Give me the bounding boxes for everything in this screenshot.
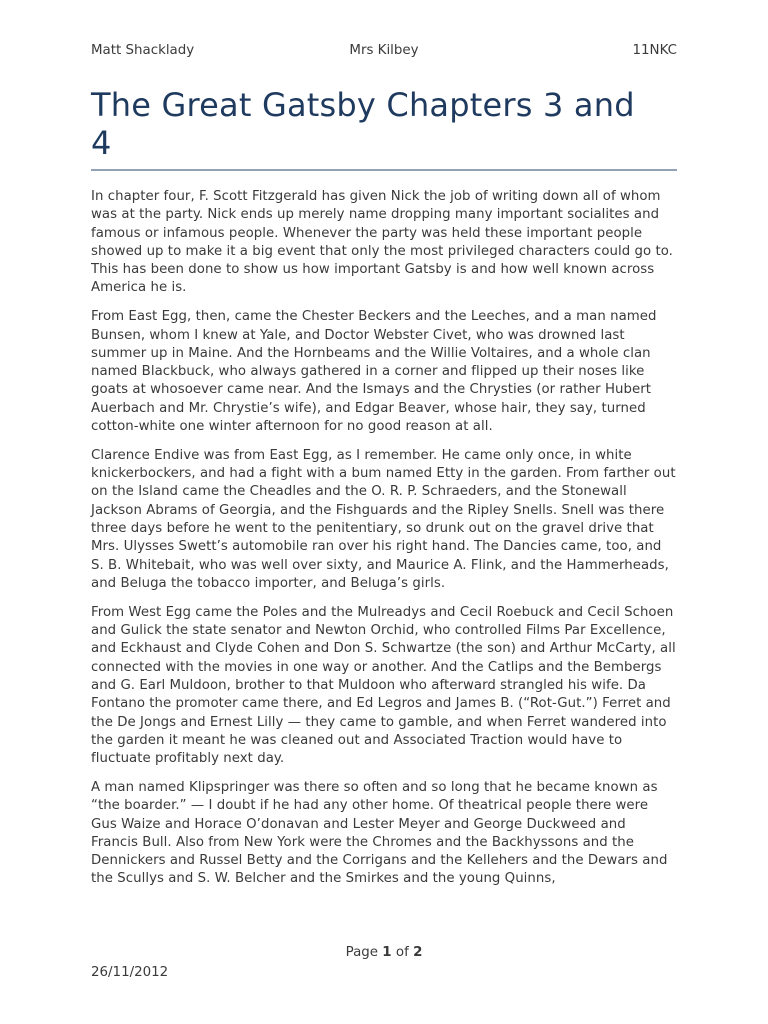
footer-date: 26/11/2012 [91,965,169,980]
of-word: of [395,945,409,960]
body-paragraph: A man named Klipspringer was there so often and so long that he became known as “the boarder.” — I doubt if he had any other home. Of theatrical people there were Gus Waize and Horace O’donavan and Lester Meyer and George Duckweed and Francis Bull. Also from New York were the Chromes and the Backhyssons and the Dennickers and Russel Betty and the Corrigans and the Kellehers and the Dewars and the Scullys and S. W. Belcher and the Smirkes and the young Quinns, [91,779,668,887]
page-word: Page [345,945,379,960]
header-author: Matt Shacklady [91,43,195,58]
title-block-with-underline [91,86,677,171]
body-paragraph: From East Egg, then, came the Chester Beckers and the Leeches, and a man named Bunsen, whom I knew at Yale, and Doctor Webster Civet, who was drowned last summer up in Maine. And the Hornbeams and the Willie Voltaires, and a whole clan named Blackbuck, who always gathered in a corner and flipped up their noses like goats at whosoever came near. And the Ismays and the Chrysties (or rather Hubert Auerbach and Mr. Chrystie’s wife), and Edgar Beaver, whose hair, they say, turned cotton-white one winter afternoon for no good reason at all. [91,309,657,435]
document-header [91,42,677,59]
body-paragraph: In chapter four, F. Scott Fitzgerald has given Nick the job of writing down all of whom was at the party. Nick ends up merely name dropping many important socialites and famous or infamous people. Whenever the party was held these important people showed up to make it a big event that only the most privileged characters could go to. This has been done to show us how important Gatsby is and how well known across America he is. [91,189,673,296]
page-indicator [91,944,677,962]
header-class-code: 11NKC [632,43,677,58]
total-page-number: 2 [413,945,423,960]
body-paragraph: From West Egg came the Poles and the Mulreadys and Cecil Roebuck and Cecil Schoen and Gulick the state senator and Newton Orchid, who controlled Films Par Excellence, and Eckhaust and Clyde Cohen and Don S. Schwartze (the son) and Arthur McCarty, all connected with the movies in one way or another. And the Catlips and the Bembergs and G. Earl Muldoon, brother to that Muldoon who afterward strangled his wife. Da Fontano the promoter came there, and Ed Legros and James B. (“Rot-Gut.”) Ferret and the De Jongs and Ernest Lilly — they came to gamble, and when Ferret wandered into the garden it meant he was cleaned out and Associated Traction would have to fluctuate profitably next day. [91,604,676,767]
header-teacher: Mrs Kilbey [349,43,419,58]
page-title: The Great Gatsby Chapters 3 and 4 [91,86,635,162]
document-body [91,188,677,889]
document-footer [91,944,677,982]
current-page-number: 1 [382,945,392,960]
body-paragraph: Clarence Endive was from East Egg, as I remember. He came only once, in white knickerbockers, and had a fight with a bum named Etty in the garden. From farther out on the Island came the Cheadles and the O. R. P. Schraeders, and the Stonewall Jackson Abrams of Georgia, and the Fishguards and the Ripley Snells. Snell was there three days before he went to the penitentiary, so drunk out on the gravel drive that Mrs. Ulysses Swett’s automobile ran over his right hand. The Dancies came, too, and S. B. Whitebait, who was well over sixty, and Maurice A. Flink, and the Hammerheads, and Beluga the tobacco importer, and Beluga’s girls. [91,447,676,591]
